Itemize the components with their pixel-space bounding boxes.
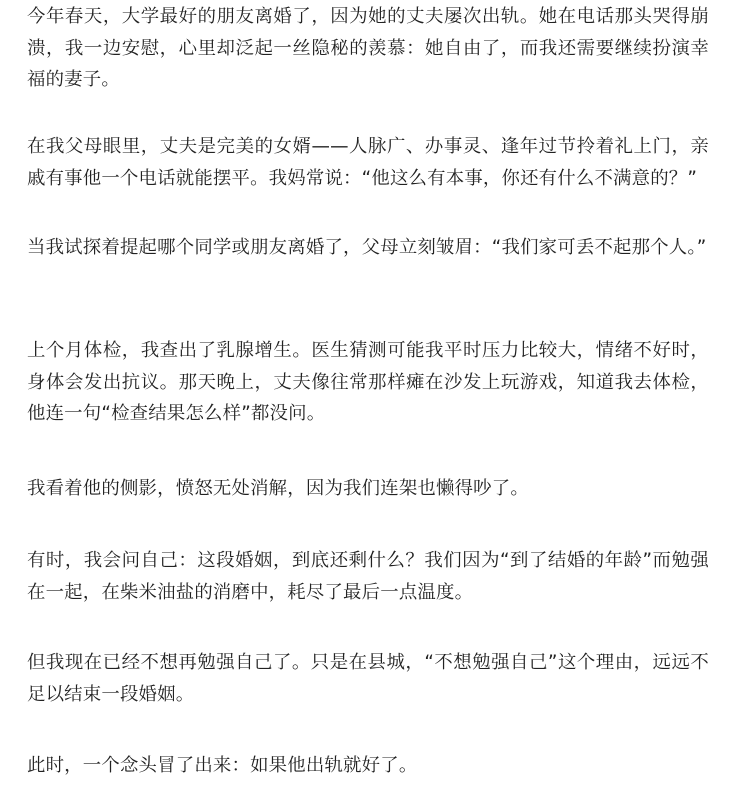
paragraph: 我看着他的侧影，愤怒无处消解，因为我们连架也懒得吵了。 (27, 478, 529, 499)
paragraph: 但我现在已经不想再勉强自己了。只是在县城，“不想勉强自己”这个理由，远远不足以结束一段婚姻。 (27, 652, 709, 705)
paragraph: 有时，我会问自己：这段婚姻，到底还剩什么？我们因为“到了结婚的年龄”而勉强在一起，在柴米油盐的消磨中，耗尽了最后一点温度。 (27, 550, 709, 603)
paragraph: 此时，一个念头冒了出来：如果他出轨就好了。 (27, 755, 418, 776)
paragraph: 今年春天，大学最好的朋友离婚了，因为她的丈夫屡次出轨。她在电话那头哭得崩溃，我一边安慰，心里却泛起一丝隐秘的羡慕：她自由了，而我还需要继续扮演幸福的妻子。 (27, 6, 709, 90)
paragraph: 在我父母眼里，丈夫是完美的女婿——人脉广、办事灵、逢年过节拎着礼上门，亲戚有事他一个电话就能摆平。我妈常说：“他这么有本事，你还有什么不满意的？” (27, 136, 709, 189)
paragraph: 上个月体检，我查出了乳腺增生。医生猜测可能我平时压力比较大，情绪不好时，身体会发出抗议。那天晚上，丈夫像往常那样瘫在沙发上玩游戏，知道我去体检，他连一句“检查结果怎么样”都没问。 (27, 340, 709, 424)
paragraph: 当我试探着提起哪个同学或朋友离婚了，父母立刻皱眉：“我们家可丢不起那个人。” (27, 237, 707, 258)
